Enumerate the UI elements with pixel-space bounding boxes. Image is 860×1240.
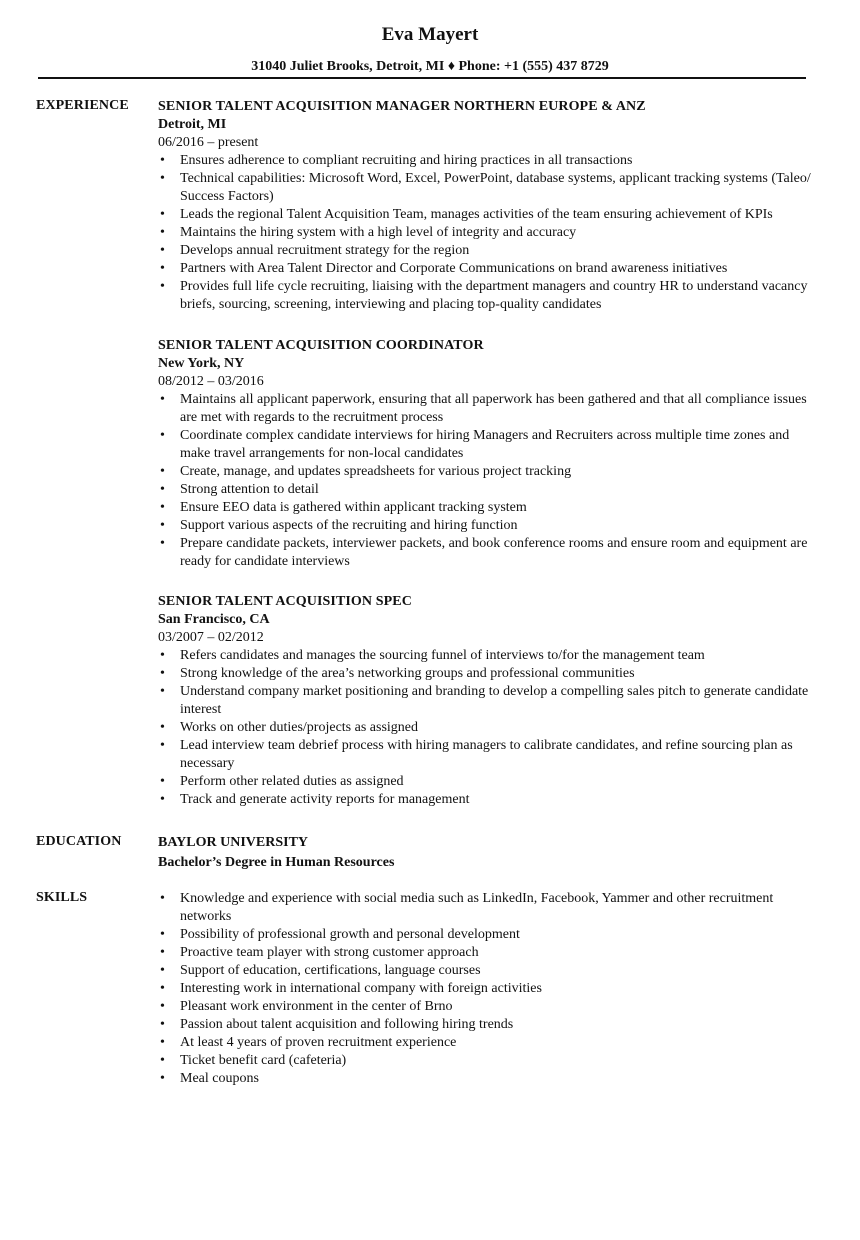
bullet-text: Provides full life cycle recruiting, liaising with the department managers and country HR to understand vacancy briefs, sourcing, screening, interviewing and placing top-quality candidates bbox=[180, 279, 808, 312]
bullet-text: Meal coupons bbox=[180, 1071, 259, 1086]
bullet-text: Knowledge and experience with social media such as LinkedIn, Facebook, Yammer and other recruitment networks bbox=[180, 891, 774, 924]
bullet-text: Works on other duties/projects as assigned bbox=[180, 720, 418, 735]
list-item bbox=[158, 499, 818, 517]
job-title: SENIOR TALENT ACQUISITION COORDINATOR bbox=[158, 338, 484, 353]
bullet-icon: • bbox=[160, 428, 165, 443]
bullet-icon: • bbox=[160, 261, 165, 276]
bullet-icon: • bbox=[160, 243, 165, 258]
list-item bbox=[158, 944, 818, 962]
bullet-text: Create, manage, and updates spreadsheets for various project tracking bbox=[180, 464, 572, 479]
experience-heading: EXPERIENCE bbox=[36, 98, 129, 113]
skills-heading: SKILLS bbox=[36, 890, 88, 905]
list-item bbox=[158, 719, 818, 737]
education-heading: EDUCATION bbox=[36, 834, 122, 849]
bullet-icon: • bbox=[160, 684, 165, 699]
bullet-icon: • bbox=[160, 1071, 165, 1086]
list-item bbox=[158, 260, 818, 278]
bullet-icon: • bbox=[160, 392, 165, 407]
bullet-text: Refers candidates and manages the sourcing funnel of interviews to/for the management team bbox=[180, 648, 705, 663]
job-dates: 03/2007 – 02/2012 bbox=[158, 630, 264, 645]
job-bullets bbox=[158, 391, 818, 571]
list-item bbox=[158, 206, 818, 224]
bullet-text: Strong attention to detail bbox=[180, 482, 319, 497]
bullet-text: Develops annual recruitment strategy for the region bbox=[180, 243, 470, 258]
job-title: SENIOR TALENT ACQUISITION MANAGER NORTHERN EUROPE & ANZ bbox=[158, 99, 646, 114]
bullet-text: Perform other related duties as assigned bbox=[180, 774, 404, 789]
bullet-icon: • bbox=[160, 927, 165, 942]
bullet-icon: • bbox=[160, 482, 165, 497]
bullet-text: Support various aspects of the recruiting and hiring function bbox=[180, 518, 518, 533]
list-item bbox=[158, 535, 818, 571]
bullet-text: Pleasant work environment in the center of Brno bbox=[180, 999, 453, 1014]
bullet-icon: • bbox=[160, 500, 165, 515]
candidate-name: Eva Mayert bbox=[381, 24, 479, 45]
list-item bbox=[158, 890, 818, 926]
list-item bbox=[158, 278, 818, 314]
bullet-text: Track and generate activity reports for management bbox=[180, 792, 470, 807]
list-item bbox=[158, 998, 818, 1016]
bullet-icon: • bbox=[160, 945, 165, 960]
job-location: Detroit, MI bbox=[158, 117, 227, 132]
bullet-icon: • bbox=[160, 279, 165, 294]
list-item bbox=[158, 1016, 818, 1034]
job-dates: 06/2016 – present bbox=[158, 135, 259, 150]
list-item bbox=[158, 242, 818, 260]
bullet-text: Passion about talent acquisition and following hiring trends bbox=[180, 1017, 514, 1032]
list-item bbox=[158, 427, 818, 463]
bullet-text: Ticket benefit card (cafeteria) bbox=[180, 1053, 347, 1068]
skills-bullets bbox=[158, 890, 818, 1088]
job-entry bbox=[158, 337, 818, 571]
list-item bbox=[158, 1034, 818, 1052]
list-item bbox=[158, 481, 818, 499]
header-divider bbox=[38, 77, 806, 79]
bullet-text: At least 4 years of proven recruitment experience bbox=[180, 1035, 457, 1050]
bullet-icon: • bbox=[160, 171, 165, 186]
job-bullets bbox=[158, 152, 818, 314]
job-title: SENIOR TALENT ACQUISITION SPEC bbox=[158, 594, 412, 609]
bullet-icon: • bbox=[160, 792, 165, 807]
list-item bbox=[158, 517, 818, 535]
bullet-text: Lead interview team debrief process with hiring managers to calibrate candidates, and refine sourcing plan as necessary bbox=[180, 738, 793, 771]
list-item bbox=[158, 926, 818, 944]
bullet-text: Coordinate complex candidate interviews for hiring Managers and Recruiters across multiple time zones and make travel arrangements for non-local candidates bbox=[180, 428, 790, 461]
bullet-text: Ensure EEO data is gathered within applicant tracking system bbox=[180, 500, 527, 515]
bullet-icon: • bbox=[160, 738, 165, 753]
list-item bbox=[158, 1070, 818, 1088]
bullet-icon: • bbox=[160, 666, 165, 681]
bullet-icon: • bbox=[160, 153, 165, 168]
list-item bbox=[158, 224, 818, 242]
bullet-icon: • bbox=[160, 648, 165, 663]
list-item bbox=[158, 773, 818, 791]
bullet-icon: • bbox=[160, 981, 165, 996]
bullet-text: Partners with Area Talent Director and Corporate Communications on brand awareness initiatives bbox=[180, 261, 728, 276]
list-item bbox=[158, 170, 818, 206]
job-location: San Francisco, CA bbox=[158, 612, 270, 627]
bullet-text: Ensures adherence to compliant recruiting and hiring practices in all transactions bbox=[180, 153, 633, 168]
bullet-icon: • bbox=[160, 1053, 165, 1068]
bullet-icon: • bbox=[160, 891, 165, 906]
bullet-icon: • bbox=[160, 518, 165, 533]
bullet-text: Possibility of professional growth and personal development bbox=[180, 927, 520, 942]
bullet-icon: • bbox=[160, 536, 165, 551]
bullet-icon: • bbox=[160, 963, 165, 978]
school-name: BAYLOR UNIVERSITY bbox=[158, 835, 309, 850]
bullet-text: Proactive team player with strong customer approach bbox=[180, 945, 479, 960]
bullet-text: Support of education, certifications, language courses bbox=[180, 963, 481, 978]
bullet-text: Understand company market positioning and branding to develop a compelling sales pitch to generate candidate interest bbox=[180, 684, 809, 717]
job-dates: 08/2012 – 03/2016 bbox=[158, 374, 264, 389]
bullet-icon: • bbox=[160, 1035, 165, 1050]
list-item bbox=[158, 962, 818, 980]
bullet-text: Strong knowledge of the area’s networking groups and professional communities bbox=[180, 666, 635, 681]
bullet-text: Technical capabilities: Microsoft Word, Excel, PowerPoint, database systems, applicant tracking systems (Taleo/ Success Factors) bbox=[180, 171, 811, 204]
degree-name: Bachelor’s Degree in Human Resources bbox=[158, 855, 395, 870]
job-entry bbox=[158, 98, 818, 314]
contact-line: 31040 Juliet Brooks, Detroit, MI ♦ Phone: +1 (555) 437 8729 bbox=[251, 59, 609, 74]
bullet-text: Interesting work in international company with foreign activities bbox=[180, 981, 542, 996]
job-location: New York, NY bbox=[158, 356, 245, 371]
job-bullets bbox=[158, 647, 818, 809]
skills-list bbox=[158, 890, 818, 1088]
bullet-icon: • bbox=[160, 207, 165, 222]
list-item bbox=[158, 1052, 818, 1070]
list-item bbox=[158, 152, 818, 170]
list-item bbox=[158, 683, 818, 719]
list-item bbox=[158, 980, 818, 998]
bullet-icon: • bbox=[160, 999, 165, 1014]
bullet-icon: • bbox=[160, 1017, 165, 1032]
bullet-icon: • bbox=[160, 774, 165, 789]
job-entry bbox=[158, 593, 818, 809]
bullet-text: Prepare candidate packets, interviewer packets, and book conference rooms and ensure room and equipment are ready for candidate interviews bbox=[180, 536, 808, 569]
bullet-icon: • bbox=[160, 464, 165, 479]
bullet-icon: • bbox=[160, 720, 165, 735]
list-item bbox=[158, 791, 818, 809]
list-item bbox=[158, 737, 818, 773]
bullet-text: Maintains all applicant paperwork, ensuring that all paperwork has been gathered and that all compliance issues are met with regards to the recruitment process bbox=[180, 392, 807, 425]
bullet-icon: • bbox=[160, 225, 165, 240]
bullet-text: Leads the regional Talent Acquisition Team, manages activities of the team ensuring achievement of KPIs bbox=[180, 207, 773, 222]
education-entry bbox=[158, 834, 818, 872]
bullet-text: Maintains the hiring system with a high level of integrity and accuracy bbox=[180, 225, 577, 240]
list-item bbox=[158, 391, 818, 427]
list-item bbox=[158, 463, 818, 481]
list-item bbox=[158, 647, 818, 665]
list-item bbox=[158, 665, 818, 683]
